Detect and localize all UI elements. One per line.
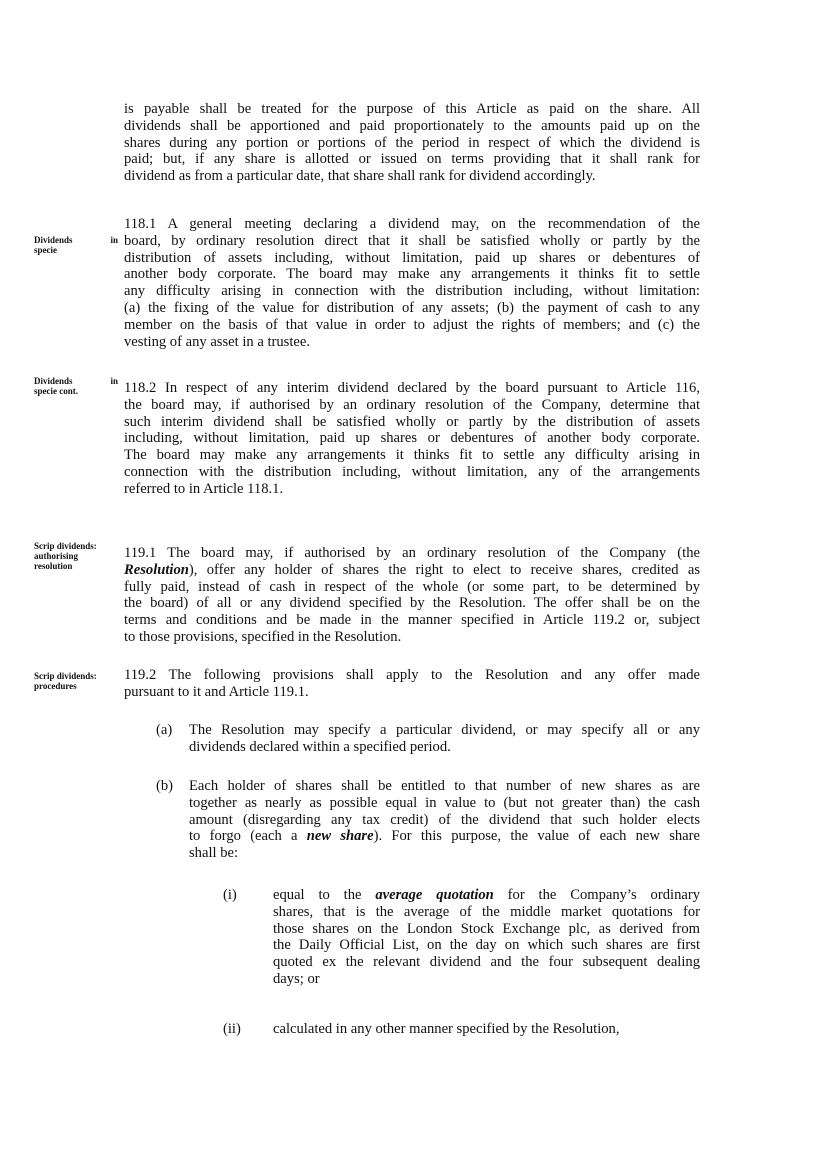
defined-term-average-quotation: average quotation — [375, 887, 494, 903]
margin-heading-scrip-dividends-procedures: Scrip dividends: procedures — [34, 671, 97, 691]
text-line: vesting of any asset in a trustee. — [124, 333, 311, 350]
article-119-2-paragraph — [124, 667, 700, 701]
text-line: quoted ex the relevant dividend and the four subsequent dealing — [273, 954, 700, 971]
defined-term-new-share: new share — [306, 828, 374, 845]
text-line: dividends shall be apportioned and paid proportionately to the amounts paid up on the — [124, 117, 700, 134]
item-ii-paragraph — [273, 1021, 700, 1038]
text-line: 118.2 In respect of any interim dividend declared by the board pursuant to Article 116, — [124, 380, 700, 396]
list-label-ii: (ii) — [223, 1021, 241, 1037]
text-line: days; or — [273, 970, 320, 987]
text-line: referred to in Article 118.1. — [124, 480, 284, 497]
text-line: terms and conditions and be made in the manner specified in Article 119.2 or, subject — [124, 612, 700, 629]
item-b-paragraph — [189, 778, 700, 862]
text-line: amount (disregarding any tax credit) of the dividend that such holder elects — [189, 811, 700, 828]
text-line: to forgo (each a new share). For this purpose, the value of each new share — [189, 828, 700, 845]
text-line: shares during any portion or portions of the period in respect of which the dividend is — [124, 134, 700, 151]
text-line: shares, that is the average of the middle market quotations for — [273, 903, 700, 920]
text-line: pursuant to it and Article 119.1. — [124, 683, 309, 700]
article-119-1-paragraph — [124, 545, 700, 646]
text-line: board, by ordinary resolution direct that it shall be satisfied wholly or partly by the — [124, 232, 700, 249]
list-label-i: (i) — [223, 887, 237, 903]
text-line: the board may, if authorised by an ordinary resolution of the Company, determine that — [124, 396, 700, 413]
text-line: such interim dividend shall be satisfied wholly or partly by the distribution of assets — [124, 413, 700, 430]
text-line: The board may make any arrangements it thinks fit to settle any difficulty arising in — [124, 447, 700, 464]
text-line: the board) of all or any dividend specified by the Resolution. The offer shall be on the — [124, 595, 700, 612]
defined-term-resolution: Resolution — [124, 561, 189, 578]
text-line: 119.2 The following provisions shall apply to the Resolution and any offer made — [124, 667, 700, 683]
text-line: connection with the distribution including, without limitation, any of the arrangements — [124, 463, 700, 480]
margin-heading-scrip-dividends-authorising-resolution: Scrip dividends: authorising resolution — [34, 541, 97, 571]
text-line: distribution of assets including, without limitation, paid up shares or debentures of — [124, 249, 700, 266]
text-line: (a) the fixing of the value for distribution of any assets; (b) the payment of cash to any — [124, 299, 700, 316]
text-line: another body corporate. The board may make any arrangements it thinks fit to settle — [124, 266, 700, 283]
text-line: together as nearly as possible equal in value to (but not greater than) the cash — [189, 794, 700, 811]
text-line: The Resolution may specify a particular dividend, or may specify all or any — [189, 722, 700, 738]
text-line: is payable shall be treated for the purpose of this Article as paid on the share. All — [124, 101, 700, 117]
article-118-2-paragraph — [124, 380, 700, 498]
text-line: to those provisions, specified in the Resolution. — [124, 628, 402, 645]
intro-paragraph — [124, 101, 700, 185]
item-a-paragraph — [189, 722, 700, 756]
text-line: shall be: — [189, 845, 239, 862]
list-label-b: (b) — [156, 778, 174, 794]
item-i-paragraph — [273, 887, 700, 988]
article-118-1-paragraph — [124, 216, 700, 350]
text-line: dividends declared within a specified period. — [189, 738, 451, 755]
text-line: the Daily Official List, on the day on which such shares are first — [273, 937, 700, 954]
text-line: any difficulty arising in connection with the distribution including, without limitation: — [124, 283, 700, 300]
text-line: dividend as from a particular date, that share shall rank for dividend accordingly. — [124, 168, 596, 185]
text-line: paid; but, if any share is allotted or issued on terms providing that it shall rank for — [124, 151, 700, 168]
text-line: 118.1 A general meeting declaring a dividend may, on the recommendation of the — [124, 216, 700, 232]
text-line: calculated in any other manner specified by the Resolution, — [273, 1021, 620, 1037]
text-line: Each holder of shares shall be entitled to that number of new shares as are — [189, 778, 700, 794]
text-line: Resolution), offer any holder of shares the right to elect to receive shares, credited as — [124, 561, 700, 578]
text-line: those shares on the London Stock Exchange plc, as derived from — [273, 920, 700, 937]
margin-heading-dividends-in-specie-cont: Dividends in specie cont. — [34, 376, 118, 396]
text-line: including, without limitation, paid up shares or debentures of another body corporate. — [124, 430, 700, 447]
margin-heading-dividends-in-specie: Dividends in specie — [34, 235, 118, 255]
text-line: fully paid, instead of cash in respect of the whole (or some part, to be determined by — [124, 578, 700, 595]
text-line: member on the basis of that value in order to adjust the rights of members; and (c) the — [124, 316, 700, 333]
text-line: 119.1 The board may, if authorised by an ordinary resolution of the Company (the — [124, 545, 700, 561]
text-line: equal to the average quotation for the Company’s ordinary — [273, 887, 700, 903]
list-label-a: (a) — [156, 722, 173, 738]
